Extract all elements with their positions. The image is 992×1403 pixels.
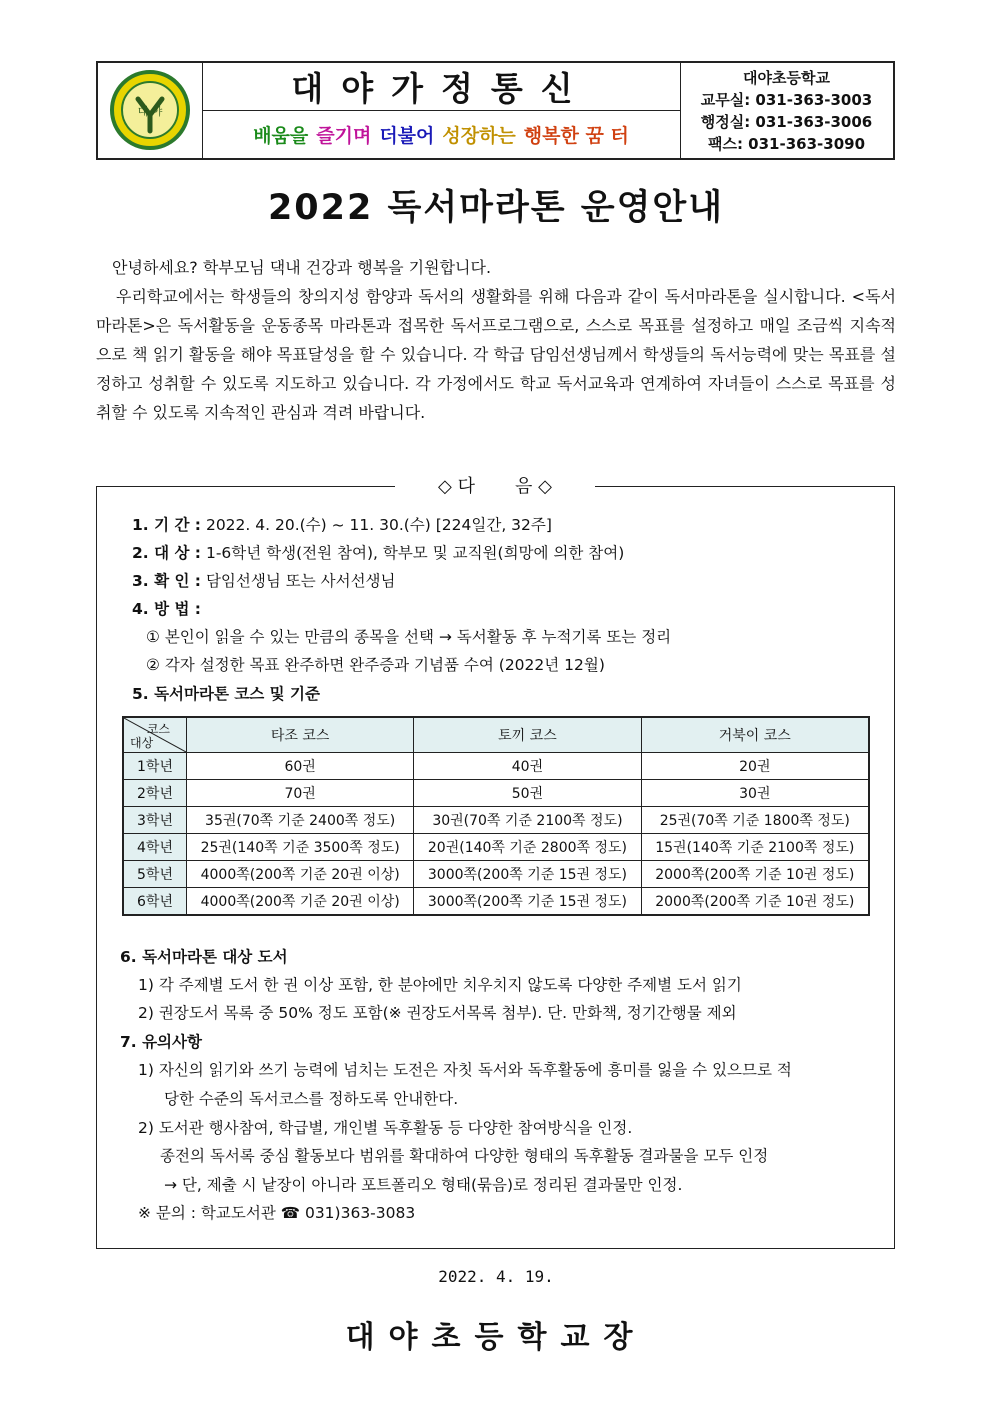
contact-info xyxy=(680,63,893,158)
item-label: 1. 기 간 : xyxy=(132,516,202,534)
newsletter-header xyxy=(96,61,895,160)
motto-word: 더불어 xyxy=(379,125,435,147)
grade-cell: 1학년 xyxy=(123,753,187,780)
motto-word: 성장하는 xyxy=(442,125,516,147)
table-row xyxy=(123,834,869,861)
school-logo-cell xyxy=(98,63,203,158)
corner-cell xyxy=(123,717,187,753)
item-value: 1-6학년 학생(전원 참여), 학부모 및 교직원(희망에 의한 참여) xyxy=(205,544,625,562)
grade-cell: 4학년 xyxy=(123,834,187,861)
table-cell: 20권 xyxy=(641,753,869,780)
motto-word: 행복한 꿈 터 xyxy=(523,125,629,147)
item-value: 2022. 4. 20.(수) ~ 11. 30.(수) [224일간, 32주] xyxy=(205,516,552,534)
contact-line: ※ 문의 : 학교도서관 ☎ 031)363-3083 xyxy=(138,1204,416,1222)
grade-cell: 2학년 xyxy=(123,780,187,807)
grade-cell: 3학년 xyxy=(123,807,187,834)
method-step-2: ② 각자 설정한 목표 완주하면 완주증과 기념품 수여 (2022년 12월) xyxy=(146,656,605,674)
item-period xyxy=(132,511,552,539)
grade-cell: 6학년 xyxy=(123,888,187,916)
school-motto xyxy=(202,111,680,158)
header-ostrich: 타조 코스 xyxy=(187,717,414,753)
table-row xyxy=(123,861,869,888)
table-cell: 30권 xyxy=(641,780,869,807)
section6-title: 6. 독서마라톤 대상 도서 xyxy=(120,948,288,966)
title-cell xyxy=(202,63,681,158)
principal-signature: 대야초등학교장 xyxy=(345,1320,647,1355)
table-row xyxy=(123,807,869,834)
item-value: 담임선생님 또는 사서선생님 xyxy=(205,572,396,590)
table-cell: 3000쪽(200쪽 기준 15권 정도) xyxy=(414,861,641,888)
corner-top-label: 코스 xyxy=(146,722,170,736)
issue-date: 2022. 4. 19. xyxy=(438,1267,554,1286)
document-title: 2022 독서마라톤 운영안내 xyxy=(267,188,725,228)
table-cell: 3000쪽(200쪽 기준 15권 정도) xyxy=(414,888,641,916)
table-cell: 25권(70쪽 기준 1800쪽 정도) xyxy=(641,807,869,834)
table-cell: 25권(140쪽 기준 3500쪽 정도) xyxy=(187,834,414,861)
header-turtle: 거북이 코스 xyxy=(641,717,869,753)
svg-text:대 야: 대 야 xyxy=(137,105,163,118)
fax-number: 팩스: 031-363-3090 xyxy=(707,134,866,153)
table-row xyxy=(123,753,869,780)
motto-word: 즐기며 xyxy=(316,125,372,147)
section7-line: 1) 자신의 읽기와 쓰기 능력에 넘치는 도전은 자칫 독서와 독후활동에 흥미를 잃을 수 있으므로 적 xyxy=(138,1061,792,1079)
intro-greeting: 안녕하세요? 학부모님 댁내 건강과 행복을 기원합니다. xyxy=(112,258,492,277)
item-label: 2. 대 상 : xyxy=(132,544,202,562)
table-cell: 2000쪽(200쪽 기준 10권 정도) xyxy=(641,888,869,916)
section7-line: → 단, 제출 시 낱장이 아니라 포트폴리오 형태(묶음)로 정리된 결과물만 인정. xyxy=(164,1176,683,1194)
section7-line: 종전의 독서록 중심 활동보다 범위를 확대하여 다양한 형태의 독후활동 결과물을 모두 인정 xyxy=(160,1147,769,1165)
method-step-1: ① 본인이 읽을 수 있는 만큼의 종목을 선택 → 독서활동 후 누적기록 또는 정리 xyxy=(146,628,672,646)
intro-body: 우리학교에서는 학생들의 창의지성 함양과 독서의 생활화를 위해 다음과 같이 독서마라톤을 실시합니다. <독서마라톤>은 독서활동을 운동종목 마라톤과 접목한 독서프로그램으로, 스스로 목표를 설정하고 매일 조금씩 지속적으로 책 읽기 활동을 해야 목표달성을 할 수 있습니다. 각 학급 담임선생님께서 학생들의 독서능력에 맞는 목표를 설정하고 성취할 수 있도록 지도하고 있습니다. 각 가정에서도 학교 독서교육과 연계하여 자녀들이 스스로 목표를 성취할 수 있도록 지속적인 관심과 격려 바랍니다. xyxy=(96,287,896,422)
school-name: 대야초등학교 xyxy=(743,68,830,87)
corner-bottom-label: 대상 xyxy=(130,736,154,750)
item-target xyxy=(132,539,624,567)
school-logo xyxy=(98,63,202,158)
table-cell: 35권(70쪽 기준 2400쪽 정도) xyxy=(187,807,414,834)
item-confirm xyxy=(132,567,395,595)
table-cell: 4000쪽(200쪽 기준 20권 이상) xyxy=(187,888,414,916)
motto-word: 배움을 xyxy=(253,125,309,147)
table-row xyxy=(123,888,869,916)
grade-cell: 5학년 xyxy=(123,861,187,888)
header-rabbit: 토끼 코스 xyxy=(414,717,641,753)
notice-heading: ◇ 다 음 ◇ xyxy=(395,472,595,498)
item-label: 3. 확 인 : xyxy=(132,572,202,590)
table-header-row xyxy=(123,717,869,753)
table-cell: 15권(140쪽 기준 2100쪽 정도) xyxy=(641,834,869,861)
section7-title: 7. 유의사항 xyxy=(120,1033,202,1051)
table-cell: 30권(70쪽 기준 2100쪽 정도) xyxy=(414,807,641,834)
course-table xyxy=(122,716,870,916)
section7-line: 당한 수준의 독서코스를 정하도록 안내한다. xyxy=(164,1090,459,1108)
section6-line: 1) 각 주제별 도서 한 권 이상 포함, 한 분야에만 치우치지 않도록 다양한 주제별 도서 읽기 xyxy=(138,976,742,994)
table-cell: 40권 xyxy=(414,753,641,780)
office-phone: 교무실: 031-363-3003 xyxy=(700,90,873,109)
table-cell: 4000쪽(200쪽 기준 20권 이상) xyxy=(187,861,414,888)
table-cell: 70권 xyxy=(187,780,414,807)
section7-line: 2) 도서관 행사참여, 학급별, 개인별 독후활동 등 다양한 참여방식을 인정. xyxy=(138,1119,633,1137)
table-row xyxy=(123,780,869,807)
section6-line: 2) 권장도서 목록 중 50% 정도 포함(※ 권장도서목록 첨부). 단. 만화책, 정기간행물 제외 xyxy=(138,1004,737,1022)
item-method-label: 4. 방 법 : xyxy=(132,600,202,618)
admin-phone: 행정실: 031-363-3006 xyxy=(700,112,873,131)
newsletter-title: 대야가정통신 xyxy=(202,63,680,111)
course-section-title: 5. 독서마라톤 코스 및 기준 xyxy=(132,685,320,703)
table-cell: 60권 xyxy=(187,753,414,780)
table-cell: 50권 xyxy=(414,780,641,807)
table-cell: 20권(140쪽 기준 2800쪽 정도) xyxy=(414,834,641,861)
table-cell: 2000쪽(200쪽 기준 10권 정도) xyxy=(641,861,869,888)
